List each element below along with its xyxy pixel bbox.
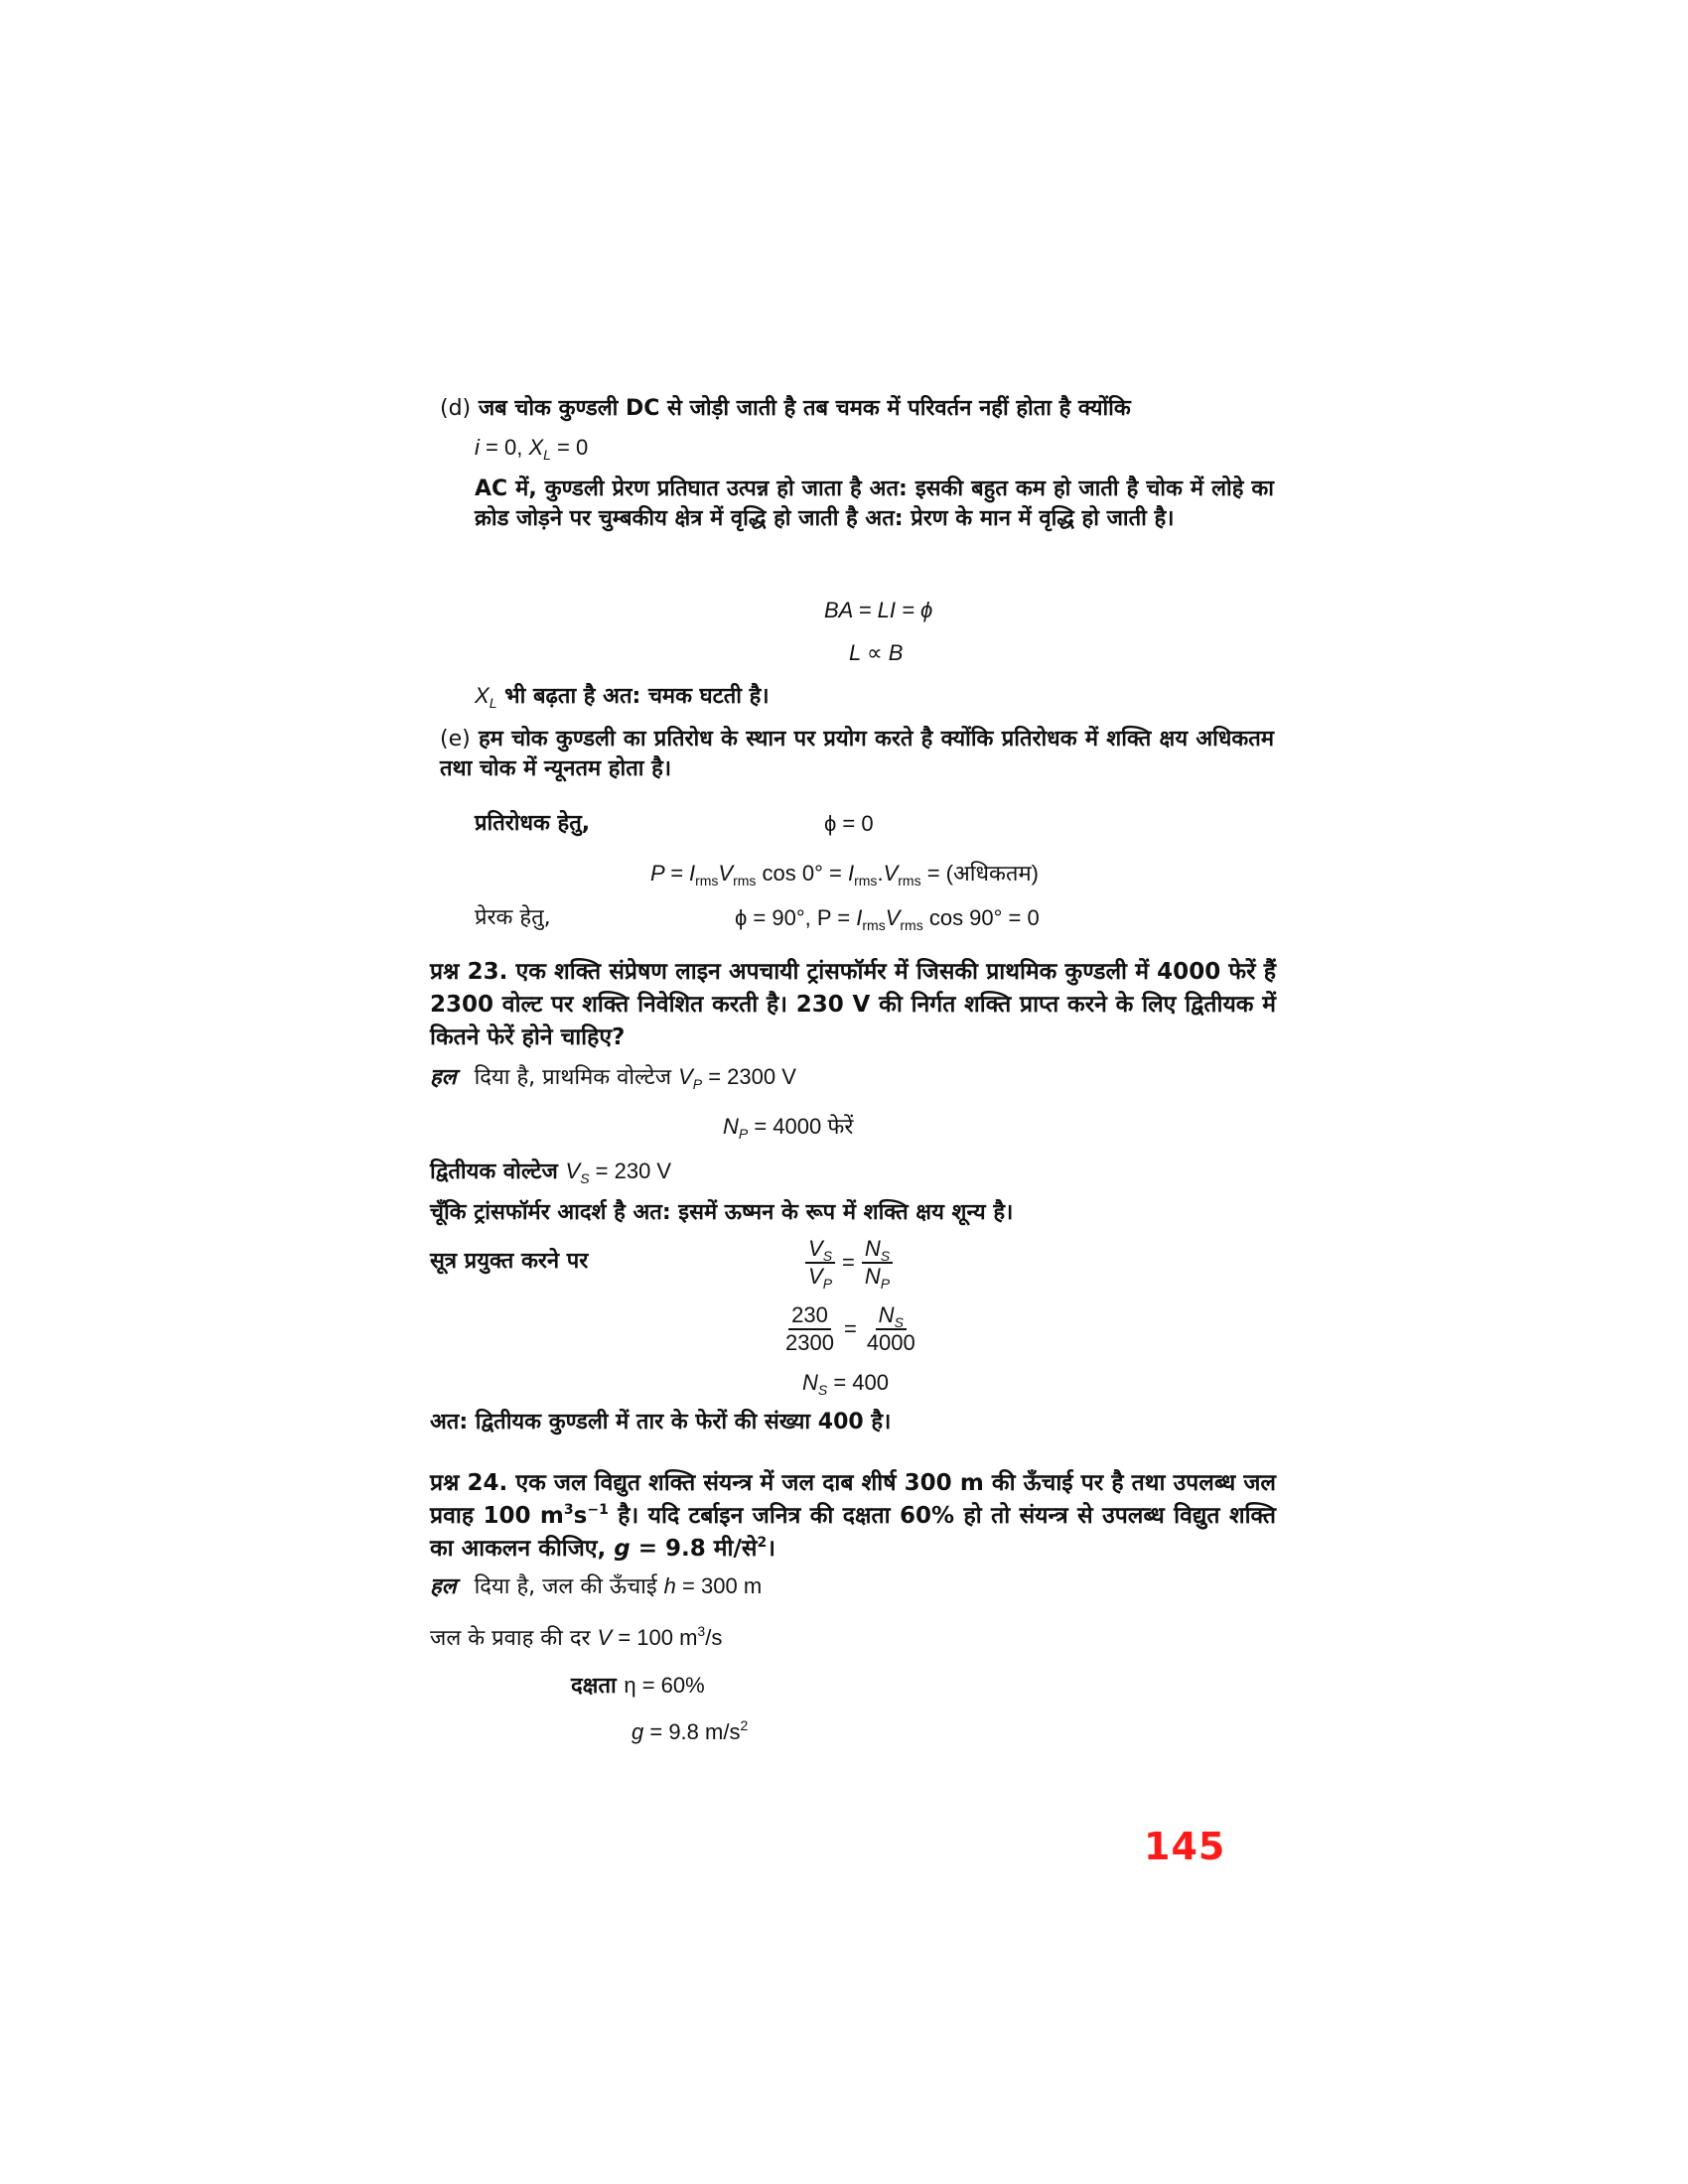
part-d-current-eq: i = 0, $X_L = 0$ [475,435,589,463]
resistor-phase: ϕ = 0 [824,811,874,836]
solution-label: हल [430,1065,457,1090]
q23-result: $N_S = 400$ [802,1370,890,1398]
q23-secondary-voltage: द्वितीयक वोल्टेज $V_S = 230$ V [430,1159,672,1186]
part-d-text: जब चोक कुण्डली DC से जोड़ी जाती है तब चमक में परिवर्तन नहीं होता है क्योंकि [478,396,1131,421]
flux-equation: BA = LI = ϕ [824,598,933,622]
question-23-label: प्रश्न 23. [430,959,508,985]
question-24-label: प्रश्न 24. [430,1470,508,1496]
q23-given-voltage: हल दिया है, प्राथमिक वोल्टेज $V_P = 2300$ V [430,1064,796,1092]
inductor-power-equation: ϕ = 90°, $P = I_{rms}V_{rms}$ cos 90° = 0 [735,905,1040,933]
part-d-line1 [440,394,1131,424]
q24-efficiency: दक्षता η = 60% [571,1673,705,1699]
solution-label: हल [430,1574,457,1599]
question-24: प्रश्न 24. एक जल विद्युत शक्ति संयन्त्र में जल दाब शीर्ष 300 m की ऊँचाई पर है तथा उपलब्ध जल प्रवाह 100 $m^3s^{-1}$ है। यदि टर्बाइन जनित्र की दक्षता 60% हो तो संयन्त्र से उपलब्ध विद्युत शक्ति का आकलन कीजिए, g = 9.8 मी/से$^2$। [430,1470,1276,1562]
part-e-label: (e) [440,727,471,751]
q24-gravity: g = 9.8 $m/s^2$ [632,1717,749,1744]
q23-primary-turns: $N_P = 4000$ फेरें [723,1114,854,1142]
q23-formula-label: सूत्र प्रयुक्त करने पर [430,1249,589,1274]
page-number: 145 [1144,1825,1226,1868]
q23-substituted-formula: $\frac{230}{2300}$ = $\frac{N_S}{4000}$ [785,1302,915,1355]
resistor-label: प्रतिरोधक हेतु, [475,811,591,836]
q23-ratio-formula: $\frac{V_S}{V_P}$ = $\frac{N_S}{N_P}$ [802,1236,896,1290]
q23-ideal-statement: चूँकि ट्रांसफॉर्मर आदर्श है अत: इसमें ऊष्मन के रूप में शक्ति क्षय शून्य है। [430,1200,1014,1225]
q24-flow-rate: जल के प्रवाह की दर V = 100 $m^3/s$ [430,1623,723,1651]
resistor-power-equation: $P = I_{rms}V_{rms}$ $\cos 0^\circ = I_{rms}.V_{rms}$ = (अधिकतम) [650,861,1039,888]
part-d-paragraph: AC में, कुण्डली प्रेरण प्रतिघात उत्पन्न हो जाता है अत: इसकी बहुत कम हो जाती है चोक में लोहे का क्रोड जोड़ने पर चुम्बकीय क्षेत्र में वृद्धि हो जाती है अत: प्रेरण के मान में वृद्धि हो जाती है। [475,477,1274,531]
proportionality-equation: L ∝ B [849,640,904,665]
part-e-paragraph: (e) हम चोक कुण्डली का प्रतिरोध के स्थान पर प्रयोग करते है क्योंकि प्रतिरोधक में शक्ति क्षय अधिकतम तथा चोक में न्यूनतम होता है। [440,727,1274,781]
q23-conclusion: अत: द्वितीयक कुण्डली में तार के फेरों की संख्या 400 है। [430,1410,892,1434]
q24-given-height: हल दिया है, जल की ऊँचाई h = 300 m [430,1573,763,1599]
question-23: प्रश्न 23. एक शक्ति संप्रेषण लाइन अपचायी ट्रांसफॉर्मर में जिसकी प्राथमिक कुण्डली में 4000 फेरें हैं 2300 वोल्ट पर शक्ति निवेशित करती है। 230 V की निर्गत शक्ति प्राप्त करने के लिए द्वितीयक में कितने फेरें होने चाहिए? [430,959,1276,1050]
inductor-label: प्रेरक हेतु, [475,905,551,930]
part-d-conclusion: $X_L$ भी बढ़ता है अत: चमक घटती है। [475,683,770,711]
part-d-label: (d) [440,396,472,421]
